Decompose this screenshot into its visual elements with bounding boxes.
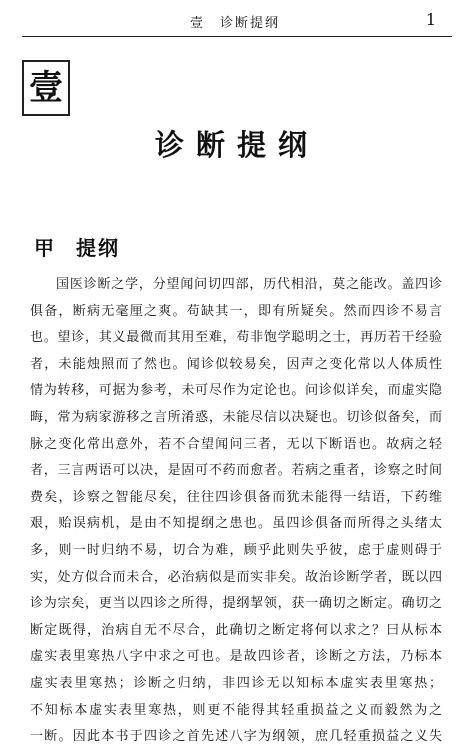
paragraph-line: 者，三言两语可以决，是固可不药而愈者。若病之重者，诊察之时间	[30, 463, 442, 479]
paragraph-line: 虚实表里寒热；诊断之归纳，非四诊无以知标本虚实表里寒热；	[30, 675, 442, 691]
chapter-title: 诊断提纲	[155, 128, 320, 162]
paragraph-line: 脉之变化常出意外，若不合望闻问三者，无以下断语也。故病之轻	[30, 436, 442, 452]
page-number: 1	[425, 10, 436, 29]
paragraph-line: 诊为宗矣，更当以四诊之所得，提纲挈领，获一确切之断定。确切之	[30, 596, 442, 612]
paragraph-line: 虚实表里寒热八字中求之可也。是故四诊者，诊断之方法，乃标本	[30, 649, 442, 665]
section-marker: 甲	[34, 236, 56, 260]
paragraph-line: 实，处方似合而未合，必治病似是而实非矣。故治诊断学者，既以四	[30, 569, 442, 585]
paragraph-line: 艰，贻误病机，是由不知提纲之患也。虽四诊俱备而所得之头绪太	[30, 516, 442, 532]
paragraph-line: 俱备，断病无毫厘之爽。苟缺其一，即有所疑矣。然而四诊不易言	[30, 303, 442, 319]
running-header	[0, 10, 470, 32]
paragraph-line: 也。望诊，其义最微而其用至难，苟非饱学聪明之士，再历若干经验	[30, 330, 442, 346]
body-paragraph	[30, 272, 442, 751]
chapter-number-box	[22, 60, 70, 116]
paragraph-line: 晦，常为病家游移之言所淆惑，未能尽信以决疑也。切诊似备矣，而	[30, 409, 442, 425]
paragraph-line: 一断。因此本书于四诊之首先述八字为纲领，庶几轻重损益之义失	[30, 729, 442, 745]
running-title: 壹 诊断提纲	[189, 16, 280, 31]
section-heading	[34, 232, 120, 261]
section-title: 提纲	[76, 236, 120, 260]
header-rule	[22, 36, 452, 37]
paragraph-line: 费矣，诊察之智能尽矣，往往四诊俱备而犹未能得一结语，下药维	[30, 489, 442, 505]
paragraph-line: 者，未能烛照而了然也。闻诊似较易矣，因声之变化常以人体质性	[30, 356, 442, 372]
chapter-number: 壹	[29, 68, 63, 108]
paragraph-line: 情为转移，可据为参考，未可尽作为定论也。问诊似详矣，而虚实隐	[30, 383, 442, 399]
paragraph-line: 国医诊断之学，分望闻问切四部，历代相沿，莫之能改。盖四诊	[56, 277, 442, 292]
paragraph-line: 多，则一时归纳不易，切合为难，顾乎此则失乎彼，虑于虚则碍于	[30, 542, 442, 558]
paragraph-line: 不知标本虚实表里寒热，则更不能得其轻重损益之义而毅然为之	[30, 702, 442, 718]
paragraph-line: 断定既得，治病自无不尽合，此确切之断定将何以求之？曰从标本	[30, 622, 442, 638]
